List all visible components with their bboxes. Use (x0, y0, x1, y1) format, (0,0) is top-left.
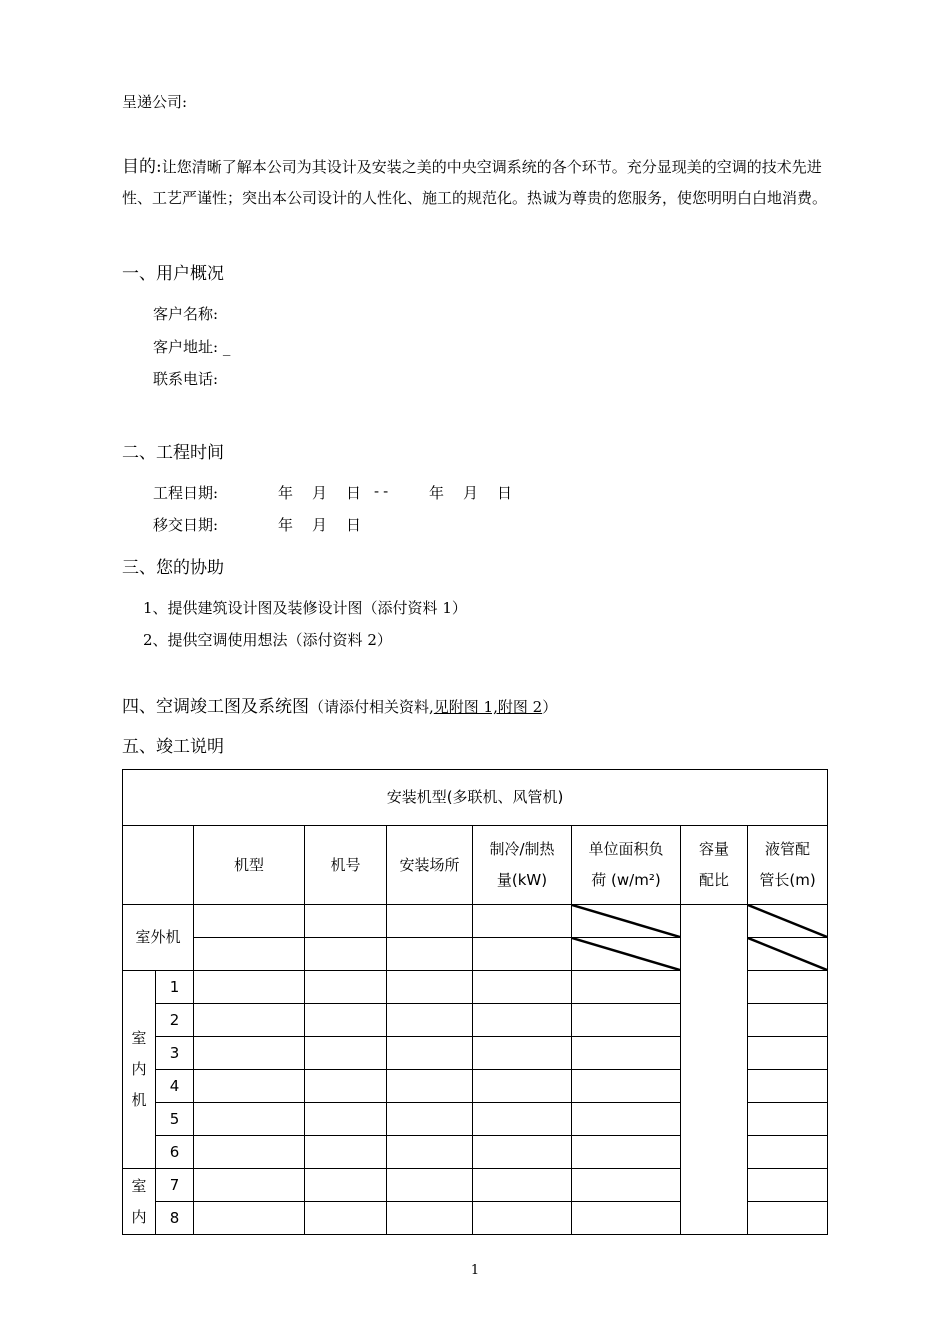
table-cell[interactable] (387, 1037, 473, 1070)
indoor-label-char: 室 (131, 1029, 147, 1047)
section-4-note-prefix: （请添付相关资料, (309, 698, 434, 716)
table-cell[interactable] (572, 1037, 681, 1070)
table-cell[interactable] (748, 1070, 828, 1103)
header-ratio-line2: 配比 (698, 871, 729, 889)
row-number: 1 (156, 971, 194, 1004)
header-ratio (681, 826, 748, 905)
indoor-unit-label (123, 971, 156, 1169)
diagonal-cell (572, 905, 681, 938)
header-empty-cell (123, 826, 194, 905)
row-number: 5 (156, 1103, 194, 1136)
section-3-title: 三、您的协助 (122, 558, 224, 578)
header-load (572, 826, 681, 905)
header-load-line1: 单位面积负 (588, 840, 664, 858)
table-cell[interactable] (194, 938, 305, 971)
table-cell[interactable] (194, 971, 305, 1004)
table-cell[interactable] (473, 971, 572, 1004)
diagonal-cell (748, 938, 828, 971)
table-cell[interactable] (572, 1136, 681, 1169)
indoor-label-char: 内 (131, 1060, 147, 1078)
customer-address-label (153, 336, 230, 357)
table-cell[interactable] (748, 1103, 828, 1136)
table-cell[interactable] (572, 1004, 681, 1037)
indoor-unit-label-2 (123, 1169, 156, 1235)
table-cell[interactable] (572, 1070, 681, 1103)
table-cell[interactable] (194, 1004, 305, 1037)
table-cell[interactable] (305, 1037, 387, 1070)
assist-item-2: 2、提供空调使用想法（添付资料 2） (143, 631, 392, 649)
header-number: 机号 (305, 826, 387, 905)
project-date-start-year: 年 (278, 484, 294, 502)
table-cell[interactable] (194, 905, 305, 938)
table-cell[interactable] (473, 1136, 572, 1169)
header-pipe-line1: 液管配 (765, 840, 811, 858)
header-capacity (473, 826, 572, 905)
table-cell[interactable] (305, 1070, 387, 1103)
row-number: 2 (156, 1004, 194, 1037)
table-cell[interactable] (305, 1103, 387, 1136)
row-number: 8 (156, 1202, 194, 1235)
table-cell[interactable] (387, 938, 473, 971)
customer-address-text: 客户地址: (153, 338, 219, 356)
table-cell[interactable] (387, 971, 473, 1004)
project-date-start-day: 日 (346, 484, 362, 502)
outdoor-unit-label: 室外机 (123, 905, 194, 971)
section-4-title (122, 692, 557, 717)
table-cell[interactable] (305, 1202, 387, 1235)
capacity-ratio-merged-cell[interactable] (681, 905, 748, 1235)
diagonal-cell (748, 905, 828, 938)
table-cell[interactable] (305, 1004, 387, 1037)
project-date-label: 工程日期: (153, 484, 219, 502)
table-cell[interactable] (194, 1169, 305, 1202)
header-ratio-line1: 容量 (698, 840, 729, 858)
table-cell[interactable] (305, 1169, 387, 1202)
handover-month: 月 (312, 516, 328, 534)
table-cell[interactable] (387, 1136, 473, 1169)
table-cell[interactable] (305, 905, 387, 938)
table-cell[interactable] (305, 938, 387, 971)
diagonal-cell (572, 938, 681, 971)
table-cell[interactable] (387, 1004, 473, 1037)
section-4-note-suffix: ） (542, 698, 558, 716)
table-cell[interactable] (572, 971, 681, 1004)
customer-address-blank: _ (222, 338, 231, 356)
phone-label: 联系电话: (153, 370, 219, 388)
table-cell[interactable] (748, 971, 828, 1004)
table-cell[interactable] (473, 1037, 572, 1070)
indoor-label-char: 机 (131, 1091, 147, 1109)
table-cell[interactable] (194, 1202, 305, 1235)
table-cell[interactable] (305, 1136, 387, 1169)
table-cell[interactable] (194, 1070, 305, 1103)
handover-year: 年 (278, 516, 294, 534)
project-date-end-day: 日 (497, 484, 513, 502)
header-pipe-line2: 管长(m) (759, 871, 816, 889)
table-cell[interactable] (473, 905, 572, 938)
table-cell[interactable] (194, 1037, 305, 1070)
row-number: 7 (156, 1169, 194, 1202)
table-title: 安装机型(多联机、风管机) (123, 770, 828, 826)
table-cell[interactable] (387, 1103, 473, 1136)
purpose-paragraph (122, 152, 834, 214)
table-cell[interactable] (305, 971, 387, 1004)
project-date-end-year: 年 (429, 484, 445, 502)
section-5-title: 五、竣工说明 (122, 737, 224, 757)
header-capacity-line1: 制冷/制热 (489, 840, 555, 858)
table-cell[interactable] (748, 1202, 828, 1235)
customer-name-label: 客户名称: (153, 305, 219, 323)
section-1-title: 一、用户概况 (122, 264, 224, 284)
row-number: 3 (156, 1037, 194, 1070)
table-cell[interactable] (572, 1169, 681, 1202)
table-cell[interactable] (387, 905, 473, 938)
row-number: 4 (156, 1070, 194, 1103)
handover-day: 日 (346, 516, 362, 534)
assist-item-1: 1、提供建筑设计图及装修设计图（添付资料 1） (143, 599, 467, 617)
table-cell[interactable] (748, 1037, 828, 1070)
handover-date-label: 移交日期: (153, 516, 219, 534)
page-number: 1 (470, 1263, 480, 1278)
table-cell[interactable] (748, 1136, 828, 1169)
section-4-note (309, 698, 557, 716)
attachment-reference: 见附图 1,附图 2 (433, 698, 543, 716)
project-date-separator: -- (374, 482, 393, 500)
table-cell[interactable] (748, 1169, 828, 1202)
header-pipe (748, 826, 828, 905)
indoor-label-char: 内 (131, 1207, 147, 1226)
header-load-line2: 荷 (w/m²) (591, 871, 661, 889)
table-cell[interactable] (194, 1136, 305, 1169)
recipient-line: 呈递公司: (122, 93, 188, 111)
indoor-label-char: 室 (131, 1176, 147, 1195)
table-cell[interactable] (473, 1169, 572, 1202)
section-2-title: 二、工程时间 (122, 443, 224, 463)
section-4-heading: 四、空调竣工图及系统图 (122, 697, 309, 717)
table-cell[interactable] (748, 1004, 828, 1037)
table-cell[interactable] (387, 1169, 473, 1202)
row-number: 6 (156, 1136, 194, 1169)
table-cell[interactable] (473, 1103, 572, 1136)
table-cell[interactable] (572, 1103, 681, 1136)
table-cell[interactable] (572, 1202, 681, 1235)
table-cell[interactable] (387, 1070, 473, 1103)
table-cell[interactable] (194, 1103, 305, 1136)
project-date-start-month: 月 (312, 484, 328, 502)
table-cell[interactable] (473, 938, 572, 971)
completion-table (122, 769, 828, 1235)
purpose-text: 让您清晰了解本公司为其设计及安装之美的中央空调系统的各个环节。充分显现美的空调的技术先进性、工艺严谨性；突出本公司设计的人性化、施工的规范化。热诚为尊贵的您服务，使您明明白白地消费。 (122, 158, 828, 207)
table-cell[interactable] (473, 1004, 572, 1037)
project-date-end-month: 月 (463, 484, 479, 502)
header-location: 安装场所 (387, 826, 473, 905)
header-capacity-line2: 量(kW) (496, 871, 548, 889)
header-model: 机型 (194, 826, 305, 905)
purpose-label: 目的: (122, 157, 162, 177)
table-cell[interactable] (473, 1070, 572, 1103)
table-cell[interactable] (473, 1202, 572, 1235)
table-cell[interactable] (387, 1202, 473, 1235)
